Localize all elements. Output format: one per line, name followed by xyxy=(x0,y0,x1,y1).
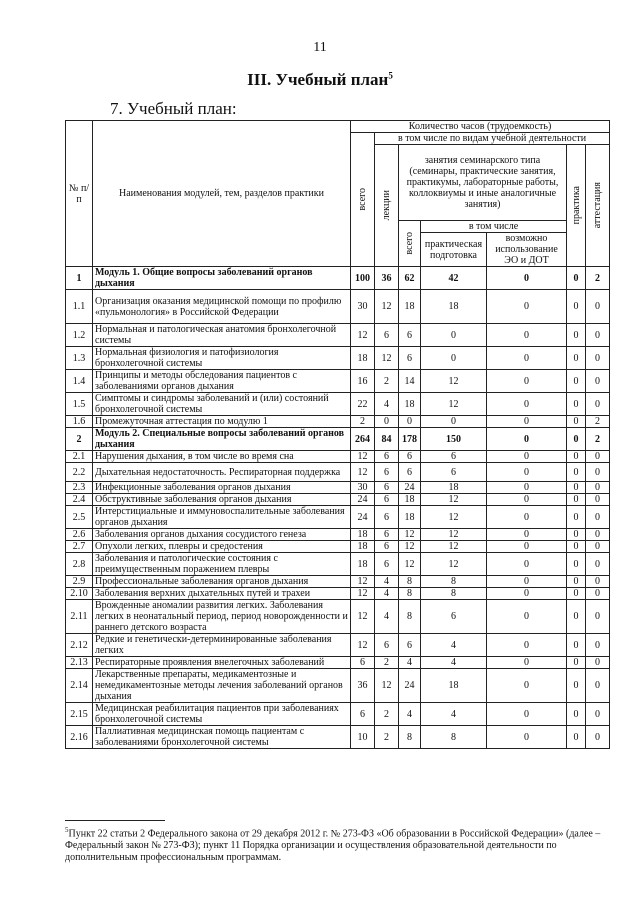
footnote xyxy=(65,824,610,864)
row-practical: 18 xyxy=(421,290,487,324)
subtitle: 7. Учебный план: xyxy=(110,99,237,118)
row-lectures: 2 xyxy=(375,726,399,749)
table-row xyxy=(66,324,610,347)
table-row xyxy=(66,347,610,370)
row-eo-dot: 0 xyxy=(487,494,567,506)
row-name: Заболевания верхних дыхательных путей и трахеи xyxy=(93,588,351,600)
table-row xyxy=(66,463,610,482)
row-total: 16 xyxy=(351,370,375,393)
row-practice: 0 xyxy=(567,463,586,482)
row-practice: 0 xyxy=(567,370,586,393)
row-num: 1.1 xyxy=(66,290,93,324)
row-num: 2.15 xyxy=(66,703,93,726)
footnote-marker: 5 xyxy=(65,826,69,834)
row-name: Нормальная и патологическая анатомия бронхолегочной системы xyxy=(93,324,351,347)
header-lectures xyxy=(375,145,399,267)
footnote-divider xyxy=(65,820,165,821)
row-eo-dot: 0 xyxy=(487,553,567,576)
row-total: 264 xyxy=(351,428,375,451)
row-total: 24 xyxy=(351,494,375,506)
row-eo-dot: 0 xyxy=(487,370,567,393)
table-row xyxy=(66,576,610,588)
row-attestation: 0 xyxy=(586,541,610,553)
page-number: 11 xyxy=(313,40,327,55)
row-seminars: 62 xyxy=(399,267,421,290)
row-practice: 0 xyxy=(567,726,586,749)
row-attestation: 0 xyxy=(586,451,610,463)
row-num: 2.4 xyxy=(66,494,93,506)
row-seminars: 24 xyxy=(399,669,421,703)
row-seminars: 8 xyxy=(399,588,421,600)
row-eo-dot: 0 xyxy=(487,416,567,428)
row-num: 2.10 xyxy=(66,588,93,600)
row-num: 1.6 xyxy=(66,416,93,428)
row-seminars: 18 xyxy=(399,494,421,506)
row-practical: 0 xyxy=(421,416,487,428)
row-name: Принципы и методы обследования пациентов с заболеваниями органов дыхания xyxy=(93,370,351,393)
row-practice: 0 xyxy=(567,428,586,451)
row-num: 1.2 xyxy=(66,324,93,347)
row-practical: 4 xyxy=(421,657,487,669)
row-attestation: 0 xyxy=(586,290,610,324)
row-practice: 0 xyxy=(567,451,586,463)
row-eo-dot: 0 xyxy=(487,451,567,463)
row-name: Модуль 2. Специальные вопросы заболеваний органов дыхания xyxy=(93,428,351,451)
row-practice: 0 xyxy=(567,416,586,428)
row-total: 12 xyxy=(351,463,375,482)
row-practice: 0 xyxy=(567,393,586,416)
row-practice: 0 xyxy=(567,553,586,576)
row-lectures: 6 xyxy=(375,541,399,553)
row-attestation: 0 xyxy=(586,370,610,393)
row-practical: 12 xyxy=(421,393,487,416)
row-lectures: 6 xyxy=(375,463,399,482)
row-name: Профессиональные заболевания органов дыхания xyxy=(93,576,351,588)
row-practice: 0 xyxy=(567,669,586,703)
row-total: 18 xyxy=(351,553,375,576)
row-attestation: 2 xyxy=(586,416,610,428)
row-seminars: 14 xyxy=(399,370,421,393)
header-lectures-text: лекции xyxy=(381,190,392,221)
row-seminars: 6 xyxy=(399,451,421,463)
row-practice: 0 xyxy=(567,600,586,634)
header-including: в том числе xyxy=(421,221,567,233)
table-row xyxy=(66,393,610,416)
row-seminars: 6 xyxy=(399,634,421,657)
row-lectures: 84 xyxy=(375,428,399,451)
row-practice: 0 xyxy=(567,506,586,529)
row-practical: 6 xyxy=(421,600,487,634)
row-practice: 0 xyxy=(567,529,586,541)
row-name: Врожденные аномалии развития легких. Заболевания легких в неонатальный период, период новорожденности и раннего детского возраста xyxy=(93,600,351,634)
row-seminars: 18 xyxy=(399,506,421,529)
row-total: 24 xyxy=(351,506,375,529)
row-seminars: 6 xyxy=(399,463,421,482)
row-practical: 42 xyxy=(421,267,487,290)
header-practice-text: практика xyxy=(570,186,582,225)
row-num: 1.5 xyxy=(66,393,93,416)
row-practice: 0 xyxy=(567,324,586,347)
row-name: Нормальная физиология и патофизиология бронхолегочной системы xyxy=(93,347,351,370)
row-num: 2.11 xyxy=(66,600,93,634)
row-name: Нарушения дыхания, в том числе во время сна xyxy=(93,451,351,463)
table-row xyxy=(66,370,610,393)
row-num: 2.7 xyxy=(66,541,93,553)
row-num: 2 xyxy=(66,428,93,451)
row-num: 1.4 xyxy=(66,370,93,393)
row-eo-dot: 0 xyxy=(487,657,567,669)
row-seminars: 8 xyxy=(399,726,421,749)
header-num: № п/ п xyxy=(66,121,93,267)
row-name: Дыхательная недостаточность. Респираторная поддержка xyxy=(93,463,351,482)
header-practical-training: практическая подготовка xyxy=(421,233,487,267)
row-total: 10 xyxy=(351,726,375,749)
row-name: Редкие и генетически-детерминированные заболевания легких xyxy=(93,634,351,657)
table-row xyxy=(66,703,610,726)
row-num: 2.1 xyxy=(66,451,93,463)
row-practical: 8 xyxy=(421,726,487,749)
table-row xyxy=(66,529,610,541)
row-eo-dot: 0 xyxy=(487,541,567,553)
header-by-type: в том числе по видам учебной деятельности xyxy=(375,133,610,145)
row-eo-dot: 0 xyxy=(487,267,567,290)
row-lectures: 12 xyxy=(375,290,399,324)
row-practice: 0 xyxy=(567,588,586,600)
row-name: Заболевания органов дыхания сосудистого генеза xyxy=(93,529,351,541)
row-total: 100 xyxy=(351,267,375,290)
row-eo-dot: 0 xyxy=(487,576,567,588)
row-seminars: 6 xyxy=(399,324,421,347)
row-attestation: 0 xyxy=(586,634,610,657)
row-name: Опухоли легких, плевры и средостения xyxy=(93,541,351,553)
row-practical: 6 xyxy=(421,463,487,482)
row-practical: 12 xyxy=(421,529,487,541)
row-practice: 0 xyxy=(567,482,586,494)
row-lectures: 2 xyxy=(375,657,399,669)
row-eo-dot: 0 xyxy=(487,703,567,726)
row-seminars: 24 xyxy=(399,482,421,494)
row-attestation: 0 xyxy=(586,324,610,347)
row-eo-dot: 0 xyxy=(487,588,567,600)
row-eo-dot: 0 xyxy=(487,290,567,324)
row-num: 2.6 xyxy=(66,529,93,541)
table-row xyxy=(66,588,610,600)
row-lectures: 2 xyxy=(375,703,399,726)
row-lectures: 6 xyxy=(375,634,399,657)
row-lectures: 6 xyxy=(375,324,399,347)
row-total: 12 xyxy=(351,451,375,463)
row-num: 2.3 xyxy=(66,482,93,494)
row-total: 22 xyxy=(351,393,375,416)
row-eo-dot: 0 xyxy=(487,529,567,541)
curriculum-table xyxy=(65,120,610,749)
row-seminars: 4 xyxy=(399,657,421,669)
row-lectures: 12 xyxy=(375,669,399,703)
row-num: 1.3 xyxy=(66,347,93,370)
table-row xyxy=(66,451,610,463)
row-name: Промежуточная аттестация по модулю 1 xyxy=(93,416,351,428)
row-attestation: 0 xyxy=(586,703,610,726)
row-lectures: 36 xyxy=(375,267,399,290)
row-practical: 18 xyxy=(421,482,487,494)
header-attestation xyxy=(586,145,610,267)
row-practical: 12 xyxy=(421,541,487,553)
table-row xyxy=(66,541,610,553)
footnote-text: Пункт 22 статьи 2 Федерального закона от 29 декабря 2012 г. № 273-ФЗ «Об образовании в Российской Федерации» (далее – Федеральный закон № 273-ФЗ); пункт 11 Порядка организации и осуществления образовательной деятельности по дополнительным профессиональным программам. xyxy=(65,828,601,864)
header-attestation-text: аттестация xyxy=(592,182,604,229)
row-attestation: 0 xyxy=(586,657,610,669)
row-practical: 4 xyxy=(421,634,487,657)
row-practical: 4 xyxy=(421,703,487,726)
header-eo-dot: возможно использование ЭО и ДОТ xyxy=(487,233,567,267)
row-name: Инфекционные заболевания органов дыхания xyxy=(93,482,351,494)
row-seminars: 12 xyxy=(399,553,421,576)
row-practical: 18 xyxy=(421,669,487,703)
header-hours-group: Количество часов (трудоемкость) xyxy=(351,121,610,133)
row-practical: 0 xyxy=(421,347,487,370)
row-total: 12 xyxy=(351,324,375,347)
row-practical: 8 xyxy=(421,588,487,600)
row-total: 30 xyxy=(351,482,375,494)
module-row xyxy=(66,428,610,451)
row-total: 6 xyxy=(351,657,375,669)
row-num: 2.12 xyxy=(66,634,93,657)
row-attestation: 0 xyxy=(586,669,610,703)
row-eo-dot: 0 xyxy=(487,506,567,529)
table-row xyxy=(66,416,610,428)
module-row xyxy=(66,267,610,290)
table-row xyxy=(66,553,610,576)
row-practice: 0 xyxy=(567,576,586,588)
row-practical: 12 xyxy=(421,553,487,576)
row-attestation: 0 xyxy=(586,463,610,482)
row-attestation: 0 xyxy=(586,494,610,506)
row-attestation: 0 xyxy=(586,393,610,416)
row-practice: 0 xyxy=(567,494,586,506)
row-eo-dot: 0 xyxy=(487,669,567,703)
row-lectures: 4 xyxy=(375,600,399,634)
row-lectures: 12 xyxy=(375,347,399,370)
row-lectures: 4 xyxy=(375,576,399,588)
row-eo-dot: 0 xyxy=(487,324,567,347)
section-title-text: III. Учебный план xyxy=(247,70,389,89)
row-total: 36 xyxy=(351,669,375,703)
row-seminars: 12 xyxy=(399,541,421,553)
row-lectures: 6 xyxy=(375,451,399,463)
row-attestation: 0 xyxy=(586,553,610,576)
row-num: 2.9 xyxy=(66,576,93,588)
row-attestation: 0 xyxy=(586,576,610,588)
row-total: 12 xyxy=(351,588,375,600)
row-practice: 0 xyxy=(567,703,586,726)
row-lectures: 6 xyxy=(375,494,399,506)
table-row xyxy=(66,506,610,529)
header-practice xyxy=(567,145,586,267)
row-practical: 12 xyxy=(421,370,487,393)
row-seminars: 0 xyxy=(399,416,421,428)
row-seminars: 8 xyxy=(399,600,421,634)
row-attestation: 0 xyxy=(586,588,610,600)
row-total: 6 xyxy=(351,703,375,726)
row-name: Лекарственные препараты, медикаментозные и немедикаментозные методы лечения заболеваний органов дыхания xyxy=(93,669,351,703)
header-seminars: занятия семинарского типа (семинары, практические занятия, практикумы, лабораторные работы, коллоквиумы и иные аналогичные занятия) xyxy=(399,145,567,221)
table-row xyxy=(66,482,610,494)
row-num: 2.16 xyxy=(66,726,93,749)
row-lectures: 6 xyxy=(375,553,399,576)
table-row xyxy=(66,726,610,749)
row-attestation: 0 xyxy=(586,506,610,529)
row-practice: 0 xyxy=(567,634,586,657)
row-num: 2.5 xyxy=(66,506,93,529)
row-seminars: 12 xyxy=(399,529,421,541)
row-lectures: 6 xyxy=(375,506,399,529)
table-row xyxy=(66,290,610,324)
row-name: Респираторные проявления внелегочных заболеваний xyxy=(93,657,351,669)
row-seminars: 18 xyxy=(399,393,421,416)
row-attestation: 0 xyxy=(586,726,610,749)
header-name: Наименования модулей, тем, разделов практики xyxy=(93,121,351,267)
row-practice: 0 xyxy=(567,267,586,290)
footnote-ref: 5 xyxy=(388,70,393,81)
row-eo-dot: 0 xyxy=(487,393,567,416)
row-practice: 0 xyxy=(567,657,586,669)
row-lectures: 4 xyxy=(375,393,399,416)
table-row xyxy=(66,600,610,634)
row-total: 18 xyxy=(351,529,375,541)
row-seminars: 4 xyxy=(399,703,421,726)
header-total xyxy=(351,133,375,267)
row-total: 12 xyxy=(351,576,375,588)
row-practice: 0 xyxy=(567,347,586,370)
row-num: 2.13 xyxy=(66,657,93,669)
header-total-text: всего xyxy=(357,188,368,211)
row-num: 1 xyxy=(66,267,93,290)
row-practical: 8 xyxy=(421,576,487,588)
row-name: Организация оказания медицинской помощи по профилю «пульмонология» в Российской Федерации xyxy=(93,290,351,324)
row-seminars: 6 xyxy=(399,347,421,370)
row-practical: 12 xyxy=(421,494,487,506)
row-name: Модуль 1. Общие вопросы заболеваний органов дыхания xyxy=(93,267,351,290)
row-total: 12 xyxy=(351,600,375,634)
row-total: 18 xyxy=(351,541,375,553)
row-total: 12 xyxy=(351,634,375,657)
row-attestation: 0 xyxy=(586,600,610,634)
row-attestation: 2 xyxy=(586,428,610,451)
row-eo-dot: 0 xyxy=(487,600,567,634)
row-lectures: 4 xyxy=(375,588,399,600)
row-eo-dot: 0 xyxy=(487,726,567,749)
row-name: Медицинская реабилитация пациентов при заболеваниях бронхолегочной системы xyxy=(93,703,351,726)
row-total: 2 xyxy=(351,416,375,428)
row-practical: 0 xyxy=(421,324,487,347)
row-practical: 150 xyxy=(421,428,487,451)
row-practice: 0 xyxy=(567,290,586,324)
header-sem-total-text: всего xyxy=(404,232,415,255)
row-num: 2.2 xyxy=(66,463,93,482)
row-eo-dot: 0 xyxy=(487,463,567,482)
table-row xyxy=(66,657,610,669)
row-eo-dot: 0 xyxy=(487,634,567,657)
row-name: Паллиативная медицинская помощь пациентам с заболеваниями бронхолегочной системы xyxy=(93,726,351,749)
row-name: Симптомы и синдромы заболеваний и (или) состояний бронхолегочной системы xyxy=(93,393,351,416)
row-total: 30 xyxy=(351,290,375,324)
row-practice: 0 xyxy=(567,541,586,553)
row-attestation: 0 xyxy=(586,482,610,494)
row-attestation: 0 xyxy=(586,347,610,370)
row-name: Заболевания и патологические состояния с преимущественным поражением плевры xyxy=(93,553,351,576)
row-num: 2.14 xyxy=(66,669,93,703)
row-lectures: 2 xyxy=(375,370,399,393)
table-row xyxy=(66,669,610,703)
row-attestation: 2 xyxy=(586,267,610,290)
row-eo-dot: 0 xyxy=(487,482,567,494)
table-row xyxy=(66,634,610,657)
row-practical: 6 xyxy=(421,451,487,463)
row-seminars: 178 xyxy=(399,428,421,451)
row-attestation: 0 xyxy=(586,529,610,541)
header-sem-total xyxy=(399,221,421,267)
section-title xyxy=(0,70,640,90)
row-seminars: 18 xyxy=(399,290,421,324)
row-lectures: 0 xyxy=(375,416,399,428)
row-name: Обструктивные заболевания органов дыхания xyxy=(93,494,351,506)
table-row xyxy=(66,494,610,506)
row-seminars: 8 xyxy=(399,576,421,588)
row-lectures: 6 xyxy=(375,482,399,494)
row-eo-dot: 0 xyxy=(487,347,567,370)
row-lectures: 6 xyxy=(375,529,399,541)
row-num: 2.8 xyxy=(66,553,93,576)
row-eo-dot: 0 xyxy=(487,428,567,451)
row-practical: 12 xyxy=(421,506,487,529)
row-total: 18 xyxy=(351,347,375,370)
row-name: Интерстициальные и иммуновоспалительные заболевания органов дыхания xyxy=(93,506,351,529)
